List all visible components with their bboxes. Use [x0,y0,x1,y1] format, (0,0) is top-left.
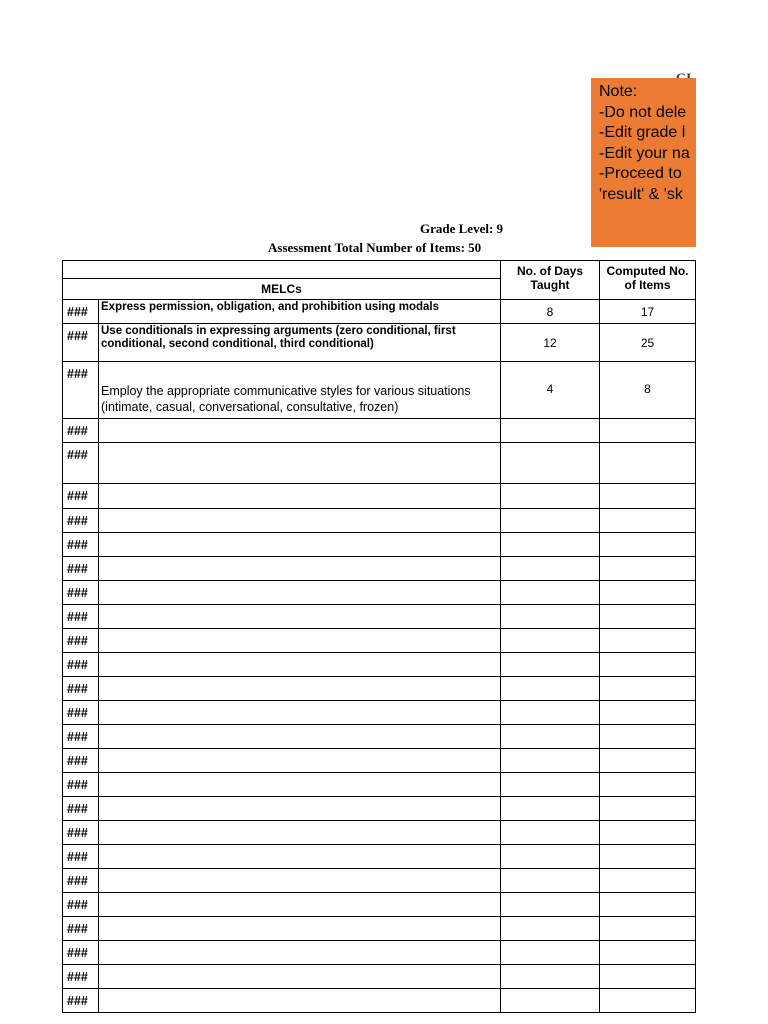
table-row [62,845,696,869]
melc-cell: Use conditionals in expressing arguments (zero conditional, first conditional, second conditional, third conditional) [98,324,500,362]
computed-items-cell [599,725,696,749]
row-number-cell: ### [62,869,98,893]
computed-items-cell [599,653,696,677]
melc-cell [98,419,500,443]
row-number-cell: ### [62,443,98,484]
days-taught-cell [500,821,599,845]
row-number-cell: ### [62,677,98,701]
row-number-cell: ### [62,989,98,1013]
row-number-cell: ### [62,484,98,509]
melc-cell [98,773,500,797]
header-items-line2: of Items [624,278,671,292]
table-row [62,989,696,1013]
melc-cell [98,605,500,629]
table-row [62,484,696,509]
melc-cell [98,509,500,533]
table-row [62,605,696,629]
computed-items-cell [599,821,696,845]
table-row [62,821,696,845]
computed-items-cell: 17 [599,300,696,324]
melc-cell [98,653,500,677]
header-days-line1: No. of Days [516,264,583,278]
melc-cell [98,965,500,989]
header-computed-items [599,260,696,300]
days-taught-cell: 12 [500,324,599,362]
computed-items-cell [599,533,696,557]
table-row [62,533,696,557]
table-row [62,629,696,653]
note-line: -Proceed to [599,165,682,182]
days-taught-cell [500,581,599,605]
days-taught-cell [500,557,599,581]
table-row [62,419,696,443]
computed-items-cell [599,773,696,797]
melc-cell [98,725,500,749]
days-taught-cell [500,845,599,869]
table-row [62,324,696,362]
row-number-cell: ### [62,653,98,677]
table-row [62,965,696,989]
row-number-cell: ### [62,965,98,989]
assessment-total-heading: Assessment Total Number of Items: 50 [268,240,482,255]
note-line: Note: [599,83,638,100]
row-number-cell: ### [62,749,98,773]
days-taught-cell [500,605,599,629]
computed-items-cell [599,869,696,893]
days-taught-cell [500,629,599,653]
table-row [62,869,696,893]
computed-items-cell [599,557,696,581]
melc-cell [98,893,500,917]
days-taught-cell: 8 [500,300,599,324]
days-taught-cell [500,701,599,725]
melc-cell [98,677,500,701]
days-taught-cell [500,749,599,773]
note-line: 'result' & 'sk [599,185,683,203]
melc-cell [98,533,500,557]
row-number-cell: ### [62,419,98,443]
header-blank-cell [62,260,500,279]
computed-items-cell [599,797,696,821]
days-taught-cell [500,869,599,893]
days-taught-cell [500,653,599,677]
header-items-line1: Computed No. [606,264,689,278]
computed-items-cell [599,629,696,653]
melc-cell [98,749,500,773]
header-melcs: MELCs [62,279,500,300]
melc-cell: Employ the appropriate communicative styles for various situations (intimate, casual, conversational, consultative, frozen) [98,362,500,419]
note-line: -Edit grade l [599,124,686,141]
row-number-cell: ### [62,845,98,869]
melc-cell [98,989,500,1013]
row-number-cell: ### [62,581,98,605]
computed-items-cell [599,581,696,605]
melc-cell [98,917,500,941]
melc-cell [98,821,500,845]
row-number-cell: ### [62,893,98,917]
computed-items-cell [599,989,696,1013]
melc-cell [98,701,500,725]
table-row [62,300,696,324]
computed-items-cell [599,677,696,701]
computed-items-cell [599,917,696,941]
header-days-line2: Taught [530,278,570,292]
row-number-cell: ### [62,629,98,653]
row-number-cell: ### [62,797,98,821]
melc-cell [98,484,500,509]
computed-items-cell [599,965,696,989]
computed-items-cell [599,893,696,917]
header-days-taught [500,260,599,300]
days-taught-cell [500,917,599,941]
melc-cell: Express permission, obligation, and prohibition using modals [98,300,500,324]
row-number-cell: ### [62,773,98,797]
melc-cell [98,443,500,484]
melc-cell [98,869,500,893]
table-row [62,443,696,484]
computed-items-cell: 8 [599,362,696,419]
days-taught-cell [500,677,599,701]
note-line: -Do not dele [599,103,687,121]
computed-items-cell [599,845,696,869]
melc-cell [98,845,500,869]
melc-cell [98,581,500,605]
melc-cell [98,557,500,581]
row-number-cell: ### [62,821,98,845]
days-taught-cell [500,941,599,965]
note-line: -Edit your na [599,144,690,162]
table-row [62,557,696,581]
days-taught-cell [500,797,599,821]
table-row [62,677,696,701]
table-row [62,701,696,725]
computed-items-cell [599,701,696,725]
computed-items-cell [599,419,696,443]
table-row [62,917,696,941]
computed-items-cell [599,443,696,484]
row-number-cell: ### [62,917,98,941]
table-row [62,362,696,419]
table-row [62,941,696,965]
table-row [62,797,696,821]
melc-cell [98,629,500,653]
computed-items-cell [599,941,696,965]
days-taught-cell [500,725,599,749]
days-taught-cell [500,773,599,797]
computed-items-cell: 25 [599,324,696,362]
computed-items-cell [599,749,696,773]
days-taught-cell [500,484,599,509]
row-number-cell: ### [62,324,98,362]
days-taught-cell [500,419,599,443]
melc-cell [98,941,500,965]
table-row [62,749,696,773]
table-row [62,893,696,917]
row-number-cell: ### [62,605,98,629]
row-number-cell: ### [62,533,98,557]
days-taught-cell [500,965,599,989]
row-number-cell: ### [62,362,98,419]
table-row [62,773,696,797]
grade-level-heading: Grade Level: 9 [420,221,504,236]
table-row [62,725,696,749]
days-taught-cell [500,443,599,484]
table-row [62,653,696,677]
days-taught-cell: 4 [500,362,599,419]
row-number-cell: ### [62,941,98,965]
table-row [62,581,696,605]
row-number-cell: ### [62,509,98,533]
computed-items-cell [599,509,696,533]
row-number-cell: ### [62,701,98,725]
computed-items-cell [599,605,696,629]
row-number-cell: ### [62,300,98,324]
days-taught-cell [500,893,599,917]
row-number-cell: ### [62,725,98,749]
computed-items-cell [599,484,696,509]
table-row [62,509,696,533]
days-taught-cell [500,989,599,1013]
note-box [591,78,696,247]
row-number-cell: ### [62,557,98,581]
melc-cell [98,797,500,821]
days-taught-cell [500,509,599,533]
days-taught-cell [500,533,599,557]
